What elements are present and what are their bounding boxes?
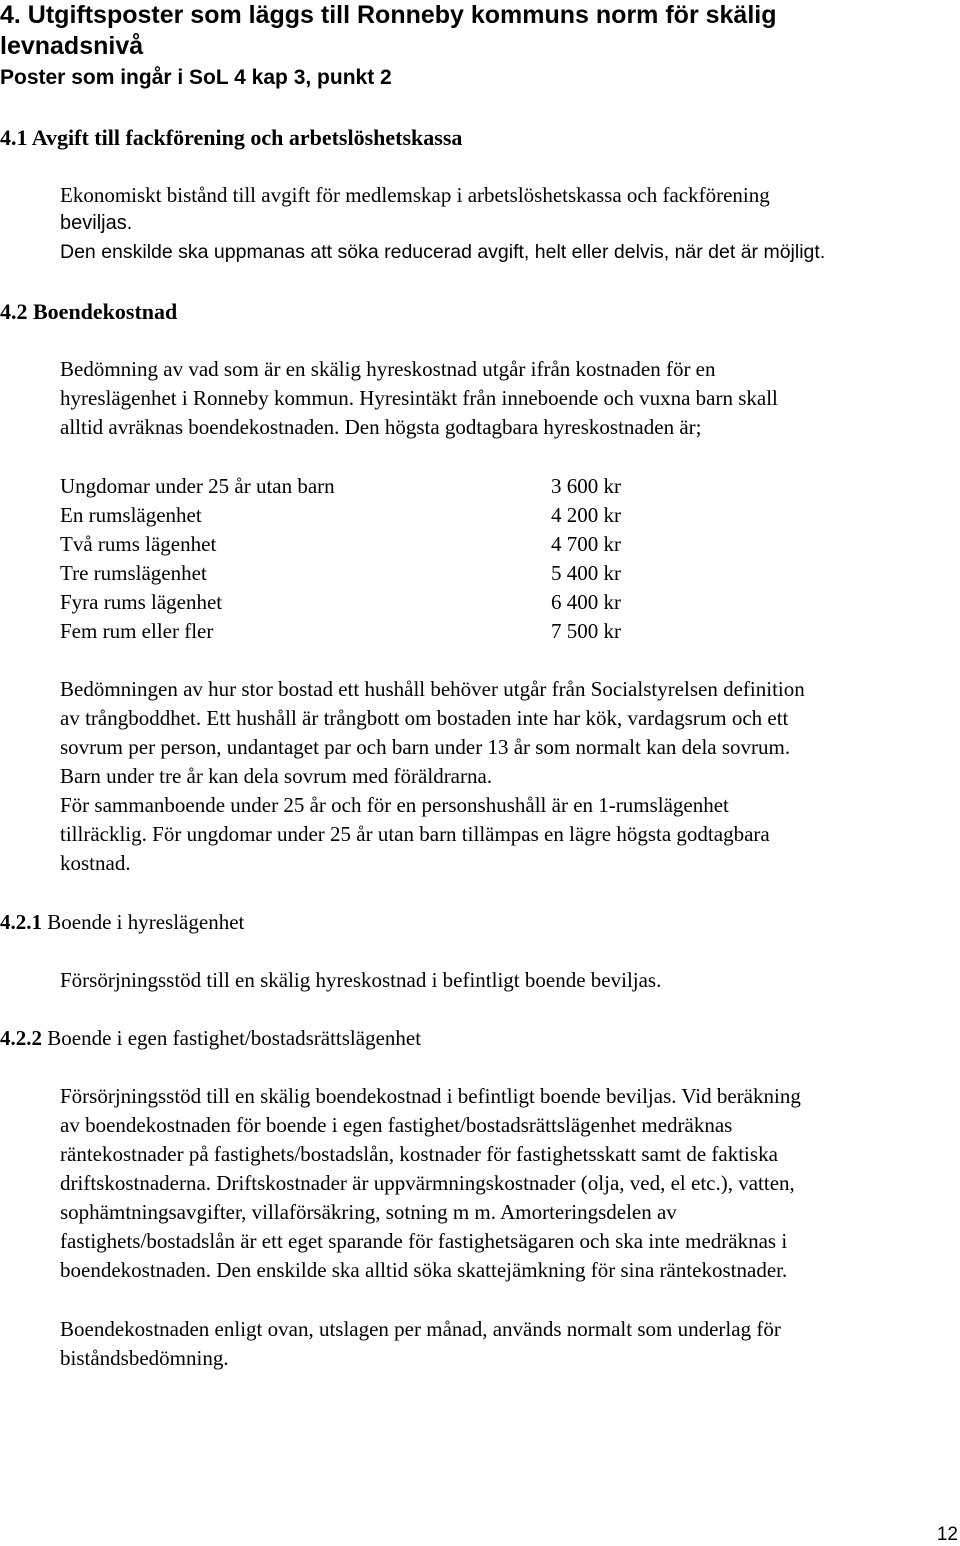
- section-4-2-2-title: [0, 1026, 421, 1051]
- table-row: [60, 532, 680, 561]
- section-4-2-1-text: Försörjningsstöd till en skälig hyreskostnad i befintligt boende beviljas.: [60, 968, 662, 992]
- page-number: 12: [936, 1524, 958, 1545]
- assessment-line: Barn under tre år kan dela sovrum med föräldrarna.: [60, 764, 493, 788]
- section-4-2-intro-line: alltid avräknas boendekostnaden. Den högsta godtagbara hyreskostnaden är;: [60, 415, 702, 439]
- table-cell-value: 3 600 kr: [551, 474, 621, 498]
- section-4-2-2-line: av boendekostnaden för boende i egen fastighet/bostadsrättslägenhet medräknas: [60, 1113, 733, 1137]
- assessment-line: kostnad.: [60, 851, 131, 875]
- page-title-line2: levnadsnivå: [0, 32, 144, 60]
- table-cell-value: 5 400 kr: [551, 561, 621, 585]
- page-subtitle: Poster som ingår i SoL 4 kap 3, punkt 2: [0, 66, 392, 89]
- section-title-text: Boende i egen fastighet/bostadsrättslägenhet: [42, 1026, 422, 1050]
- assessment-line: av trångboddhet. Ett hushåll är trångbott om bostaden inte har kök, vardagsrum och ett: [60, 706, 789, 730]
- assessment-line: tillräcklig. För ungdomar under 25 år utan barn tillämpas en lägre högsta godtagbara: [60, 822, 770, 846]
- section-4-2-2-line: Försörjningsstöd till en skälig boendekostnad i befintligt boende beviljas. Vid beräkning: [60, 1084, 801, 1108]
- table-cell-label: Två rums lägenhet: [60, 532, 217, 556]
- section-4-1-line: Ekonomiskt bistånd till avgift för medlemskap i arbetslöshetskassa och fackförening: [60, 183, 770, 207]
- table-row: [60, 474, 680, 503]
- section-4-1-line: Den enskilde ska uppmanas att söka reducerad avgift, helt eller delvis, när det är möjligt.: [60, 241, 826, 263]
- table-cell-label: En rumslägenhet: [60, 503, 202, 527]
- closing-line: biståndsbedömning.: [60, 1346, 229, 1370]
- section-4-1-line: beviljas.: [60, 212, 133, 234]
- section-4-2-1-title: [0, 910, 244, 935]
- section-4-2-2-line: räntekostnader på fastighets/bostadslån, kostnader för fastighetsskatt samt de faktiska: [60, 1142, 778, 1166]
- section-4-2-title: 4.2 Boendekostnad: [0, 299, 178, 324]
- section-4-2-intro-line: hyreslägenhet i Ronneby kommun. Hyresintäkt från inneboende och vuxna barn skall: [60, 386, 778, 410]
- table-cell-value: 6 400 kr: [551, 590, 621, 614]
- section-4-2-2-line: boendekostnaden. Den enskilde ska alltid söka skattejämkning för sina räntekostnader.: [60, 1258, 788, 1282]
- section-4-2-2-line: fastighets/bostadslån är ett eget sparande för fastighetsägaren och ska inte medräknas i: [60, 1229, 788, 1253]
- table-cell-label: Ungdomar under 25 år utan barn: [60, 474, 335, 498]
- assessment-line: För sammanboende under 25 år och för en personshushåll är en 1-rumslägenhet: [60, 793, 729, 817]
- table-cell-value: 4 200 kr: [551, 503, 621, 527]
- section-4-2-intro-line: Bedömning av vad som är en skälig hyreskostnad utgår ifrån kostnaden för en: [60, 357, 716, 381]
- closing-line: Boendekostnaden enligt ovan, utslagen per månad, används normalt som underlag för: [60, 1317, 781, 1341]
- table-cell-label: Tre rumslägenhet: [60, 561, 207, 585]
- section-4-2-2-line: driftskostnaderna. Driftskostnader är uppvärmningskostnader (olja, ved, el etc.), vatten,: [60, 1171, 795, 1195]
- table-cell-label: Fyra rums lägenhet: [60, 590, 223, 614]
- assessment-line: sovrum per person, undantaget par och barn under 13 år som normalt kan dela sovrum.: [60, 735, 791, 759]
- table-row: [60, 590, 680, 619]
- table-row: [60, 503, 680, 532]
- section-number: 4.2.2: [0, 1026, 42, 1050]
- table-cell-label: Fem rum eller fler: [60, 619, 214, 643]
- section-4-2-2-line: sophämtningsavgifter, villaförsäkring, sotning m m. Amorteringsdelen av: [60, 1200, 677, 1224]
- table-row: [60, 561, 680, 590]
- table-row: [60, 619, 680, 648]
- table-cell-value: 4 700 kr: [551, 532, 621, 556]
- page-title-line1: 4. Utgiftsposter som läggs till Ronneby kommuns norm för skälig: [0, 1, 777, 29]
- section-number: 4.2.1: [0, 910, 42, 934]
- table-cell-value: 7 500 kr: [551, 619, 621, 643]
- section-4-1-title: 4.1 Avgift till fackförening och arbetslöshetskassa: [0, 125, 463, 150]
- section-title-text: Boende i hyreslägenhet: [42, 910, 245, 934]
- assessment-line: Bedömningen av hur stor bostad ett hushåll behöver utgår från Socialstyrelsen definition: [60, 677, 805, 701]
